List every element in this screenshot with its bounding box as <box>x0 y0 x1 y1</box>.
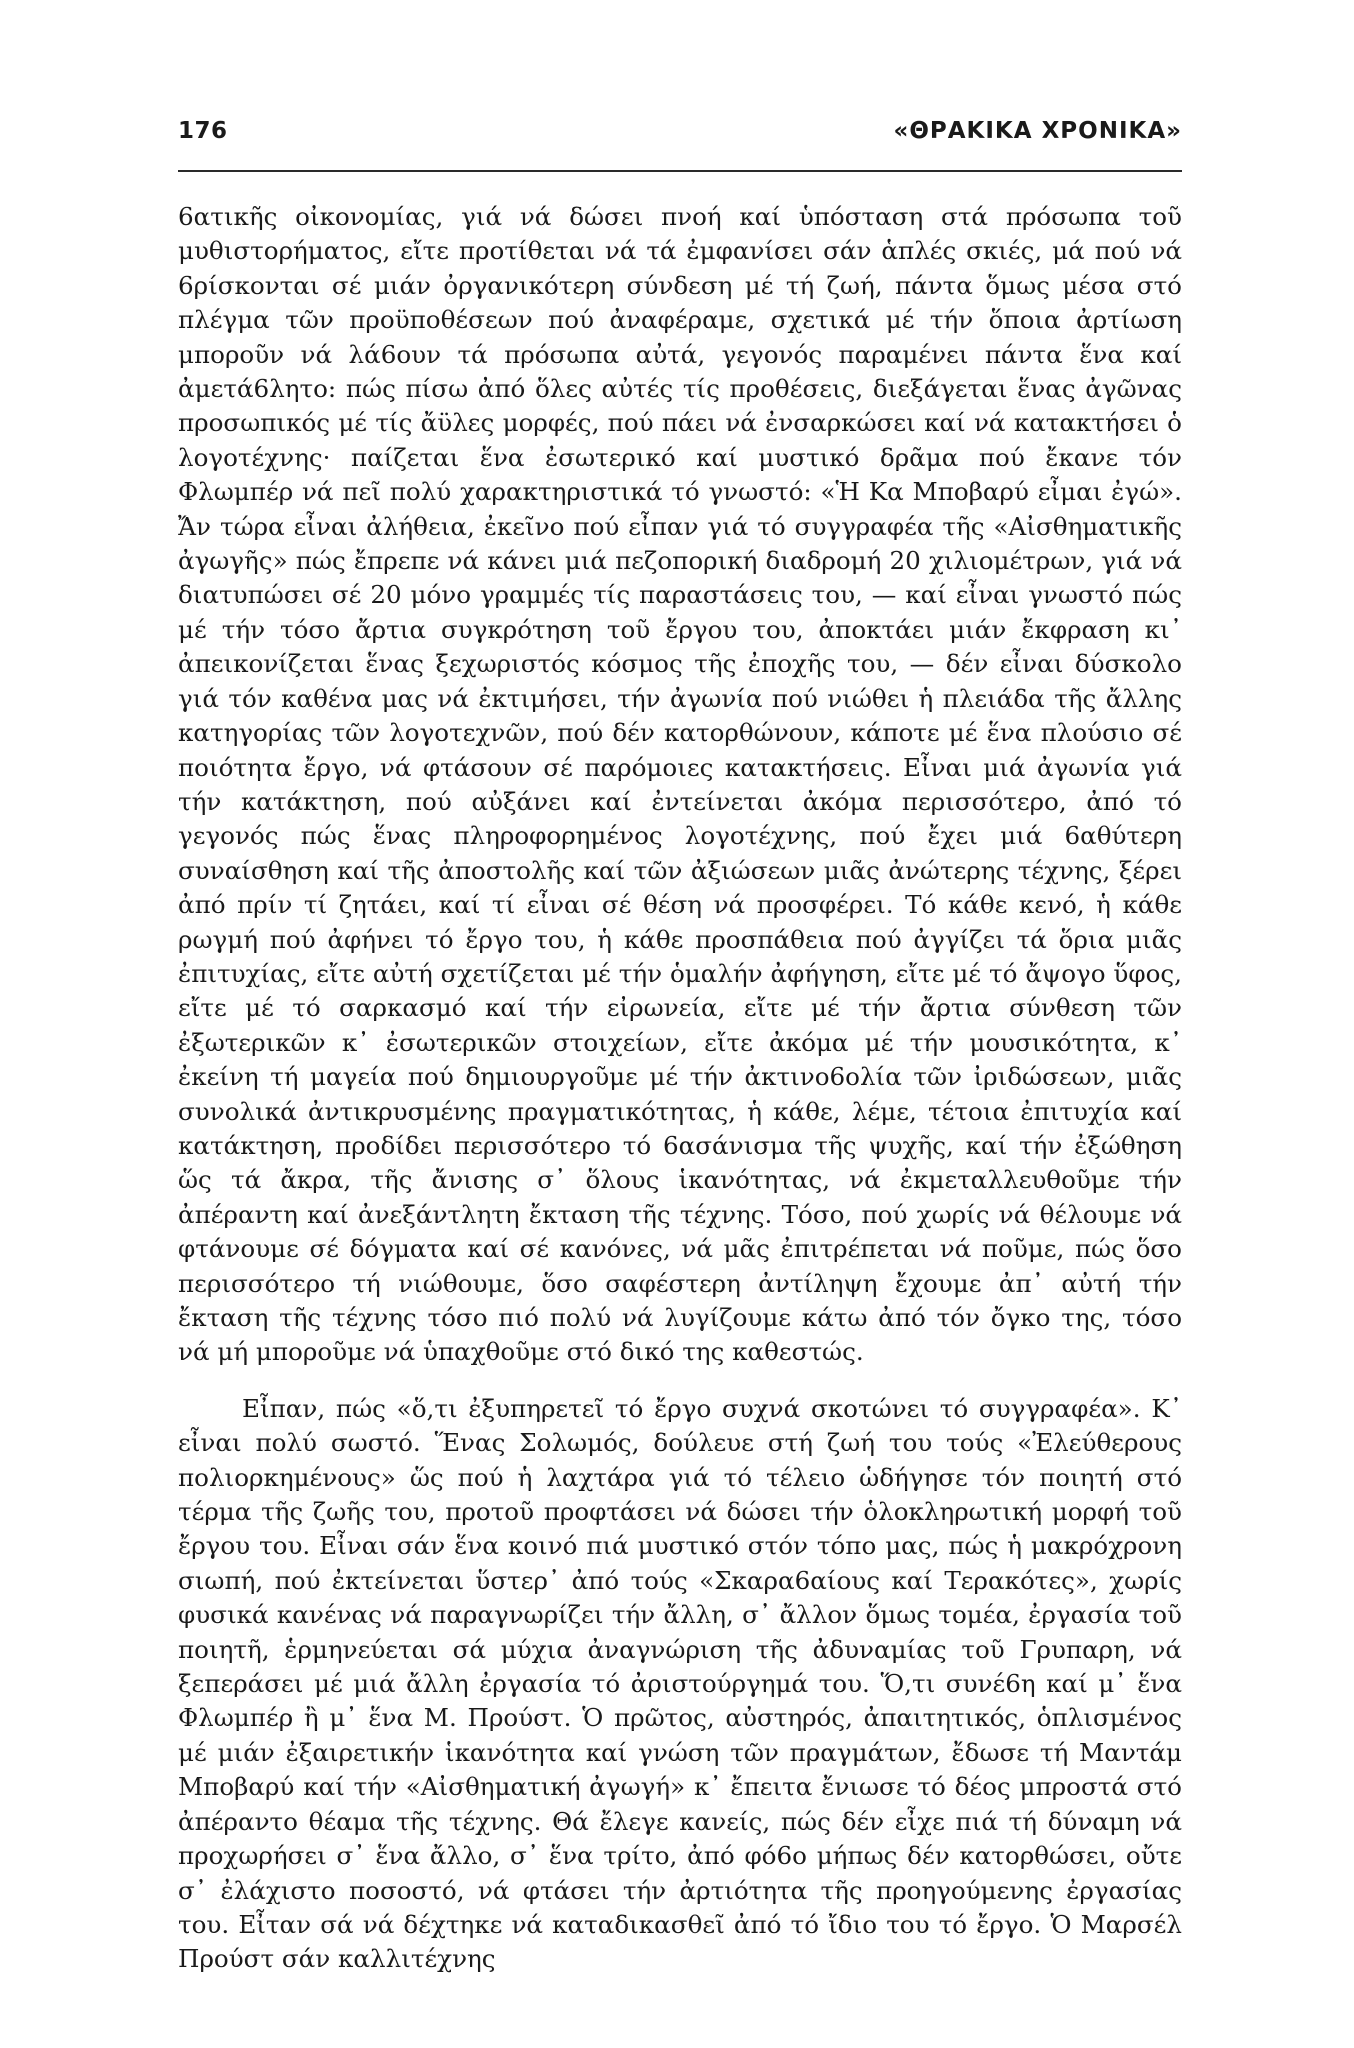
page <box>178 118 1182 2008</box>
journal-title: «ΘΡΑΚΙΚΑ ΧΡΟΝΙΚΑ» <box>893 118 1182 144</box>
page-number: 176 <box>178 118 228 144</box>
running-head <box>178 118 1182 172</box>
paragraph: 6ατικῆς οἰκονομίας, γιά νά δώσει πνοή καί ὑπόσταση στά πρόσωπα τοῦ μυθιστορήματος, εἴτε προτίθεται νά τά ἐμφανίσει σάν ἁπλές σκιές, μά πού νά 6ρίσκονται σέ μιάν ὀργανικότερη σύνδεση μέ τή ζωή, πάντα ὅμως μέσα στό πλέγμα τῶν προϋποθέσεων πού ἀναφέραμε, σχετικά μέ τήν ὅποια ἀρτίωση μποροῦν νά λά6ουν τά πρόσωπα αὐτά, γεγονός παραμένει πάντα ἕνα καί ἀμετά6λητο: πώς πίσω ἀπό ὅλες αὐτές τίς προθέσεις, διεξάγεται ἕνας ἀγῶνας προσωπικός μέ τίς ἄϋλες μορφές, πού πάει νά ἐνσαρκώσει καί νά κατακτήσει ὁ λογοτέχνης· παίζεται ἕνα ἐσωτερικό καί μυστικό δρᾶμα πού ἔκανε τόν Φλωμπέρ νά πεῖ πολύ χαρακτηριστικά τό γνωστό: «Ἡ Κα Μποβαρύ εἶμαι ἐγώ». Ἄν τώρα εἶναι ἀλήθεια, ἐκεῖνο πού εἶπαν γιά τό συγγραφέα τῆς «Αἰσθηματικῆς ἀγωγῆς» πώς ἔπρεπε νά κάνει μιά πεζοπορική διαδρομή 20 χιλιομέτρων, γιά νά διατυπώσει σέ 20 μόνο γραμμές τίς παραστάσεις του, — καί εἶναι γνωστό πώς μέ τήν τόσο ἄρτια συγκρότηση τοῦ ἔργου του, ἀποκτάει μιάν ἔκφραση κι᾽ ἀπεικονίζεται ἕνας ξεχωριστός κόσμος τῆς ἐποχῆς του, — δέν εἶναι δύσκολο γιά τόν καθένα μας νά ἐκτιμήσει, τήν ἀγωνία πού νιώθει ἡ πλειάδα τῆς ἄλλης κατηγορίας τῶν λογοτεχνῶν, πού δέν κατορθώνουν, κάποτε μέ ἕνα πλούσιο σέ ποιότητα ἔργο, νά φτάσουν σέ παρόμοιες κατακτήσεις. Εἶναι μιά ἀγωνία γιά τήν κατάκτηση, πού αὐξάνει καί ἐντείνεται ἀκόμα περισσότερο, ἀπό τό γεγονός πώς ἕνας πληροφορημένος λογοτέχνης, πού ἔχει μιά 6αθύτερη συναίσθηση καί τῆς ἀποστολῆς καί τῶν ἀξιώσεων μιᾶς ἀνώτερης τέχνης, ξέρει ἀπό πρίν τί ζητάει, καί τί εἶναι σέ θέση νά προσφέρει. Τό κάθε κενό, ἡ κάθε ρωγμή πού ἀφήνει τό ἔργο του, ἡ κάθε προσπάθεια πού ἀγγίζει τά ὅρια μιᾶς ἐπιτυχίας, εἴτε αὐτή σχετίζεται μέ τήν ὁμαλήν ἀφήγηση, εἴτε μέ τό ἄψογο ὕφος, εἴτε μέ τό σαρκασμό καί τήν εἰρωνεία, εἴτε μέ τήν ἄρτια σύνθεση τῶν ἐξωτερικῶν κ᾽ ἐσωτερικῶν στοιχείων, εἴτε ἀκόμα μέ τήν μουσικότητα, κ᾽ ἐκείνη τή μαγεία πού δημιουργοῦμε μέ τήν ἀκτινο6ολία τῶν ἰριδώσεων, μιᾶς συνολικά ἀντικρυσμένης πραγματικότητας, ἡ κάθε, λέμε, τέτοια ἐπιτυχία καί κατάκτηση, προδίδει περισσότερο τό 6ασάνισμα τῆς ψυχῆς, καί τήν ἐξώθηση ὥς τά ἄκρα, τῆς ἄνισης σ᾽ ὅλους ἱκανότητας, νά ἐκμεταλλευθοῦμε τήν ἀπέραντη καί ἀνεξάντλητη ἔκταση τῆς τέχνης. Τόσο, πού χωρίς νά θέλουμε νά φτάνουμε σέ δόγματα καί σέ κανόνες, νά μᾶς ἐπιτρέπεται νά ποῦμε, πώς ὅσο περισσότερο τή νιώθουμε, ὅσο σαφέστερη ἀντίληψη ἔχουμε ἀπ᾽ αὐτή τήν ἔκταση τῆς τέχνης τόσο πιό πολύ νά λυγίζουμε κάτω ἀπό τόν ὄγκο της, τόσο νά μή μποροῦμε νά ὑπαχθοῦμε στό δικό της καθεστώς. <box>178 202 1182 1367</box>
body-text <box>178 200 1182 1977</box>
paragraph: Εἶπαν, πώς «ὅ,τι ἐξυπηρετεῖ τό ἔργο συχνά σκοτώνει τό συγγραφέα». Κ᾽ εἶναι πολύ σωστό. Ἕνας Σολωμός, δούλευε στή ζωή του τούς «Ἐλεύθερους πολιορκημένους» ὥς πού ἡ λαχτάρα γιά τό τέλειο ὡδήγησε τόν ποιητή στό τέρμα τῆς ζωῆς του, προτοῦ προφτάσει νά δώσει τήν ὁλοκληρωτική μορφή τοῦ ἔργου του. Εἶναι σάν ἕνα κοινό πιά μυστικό στόν τόπο μας, πώς ἡ μακρόχρονη σιωπή, πού ἐκτείνεται ὕστερ᾽ ἀπό τούς «Σκαρα6αίους καί Τερακότες», χωρίς φυσικά κανένας νά παραγνωρίζει τήν ἄλλη, σ᾽ ἄλλον ὅμως τομέα, ἐργασία τοῦ ποιητῆ, ἑρμηνεύεται σά μύχια ἀναγνώριση τῆς ἀδυναμίας τοῦ Γρυπαρη, νά ξεπεράσει μέ μιά ἄλλη ἐργασία τό ἀριστούργημά του. Ὅ,τι συνέ6η καί μ᾽ ἕνα Φλωμπέρ ἢ μ᾽ ἕνα Μ. Προύστ. Ὁ πρῶτος, αὐστηρός, ἀπαιτητικός, ὁπλισμένος μέ μιάν ἐξαιρετικήν ἱκανότητα καί γνώση τῶν πραγμάτων, ἔδωσε τή Μαντάμ Μποβαρύ καί τήν «Αἰσθηματική ἀγωγή» κ᾽ ἔπειτα ἔνιωσε τό δέος μπροστά στό ἀπέραντο θέαμα τῆς τέχνης. Θά ἔλεγε κανείς, πώς δέν εἶχε πιά τή δύναμη νά προχωρήσει σ᾽ ἕνα ἄλλο, σ᾽ ἕνα τρίτο, ἀπό φό6ο μήπως δέν κατορθώσει, οὔτε σ᾽ ἐλάχιστο ποσοστό, νά φτάσει τήν ἀρτιότητα τῆς προηγούμενης ἐργασίας του. Εἶταν σά νά δέχτηκε νά καταδικασθεῖ ἀπό τό ἴδιο του τό ἔργο. Ὁ Μαρσέλ Προύστ σάν καλλιτέχνης <box>178 1393 1182 1974</box>
